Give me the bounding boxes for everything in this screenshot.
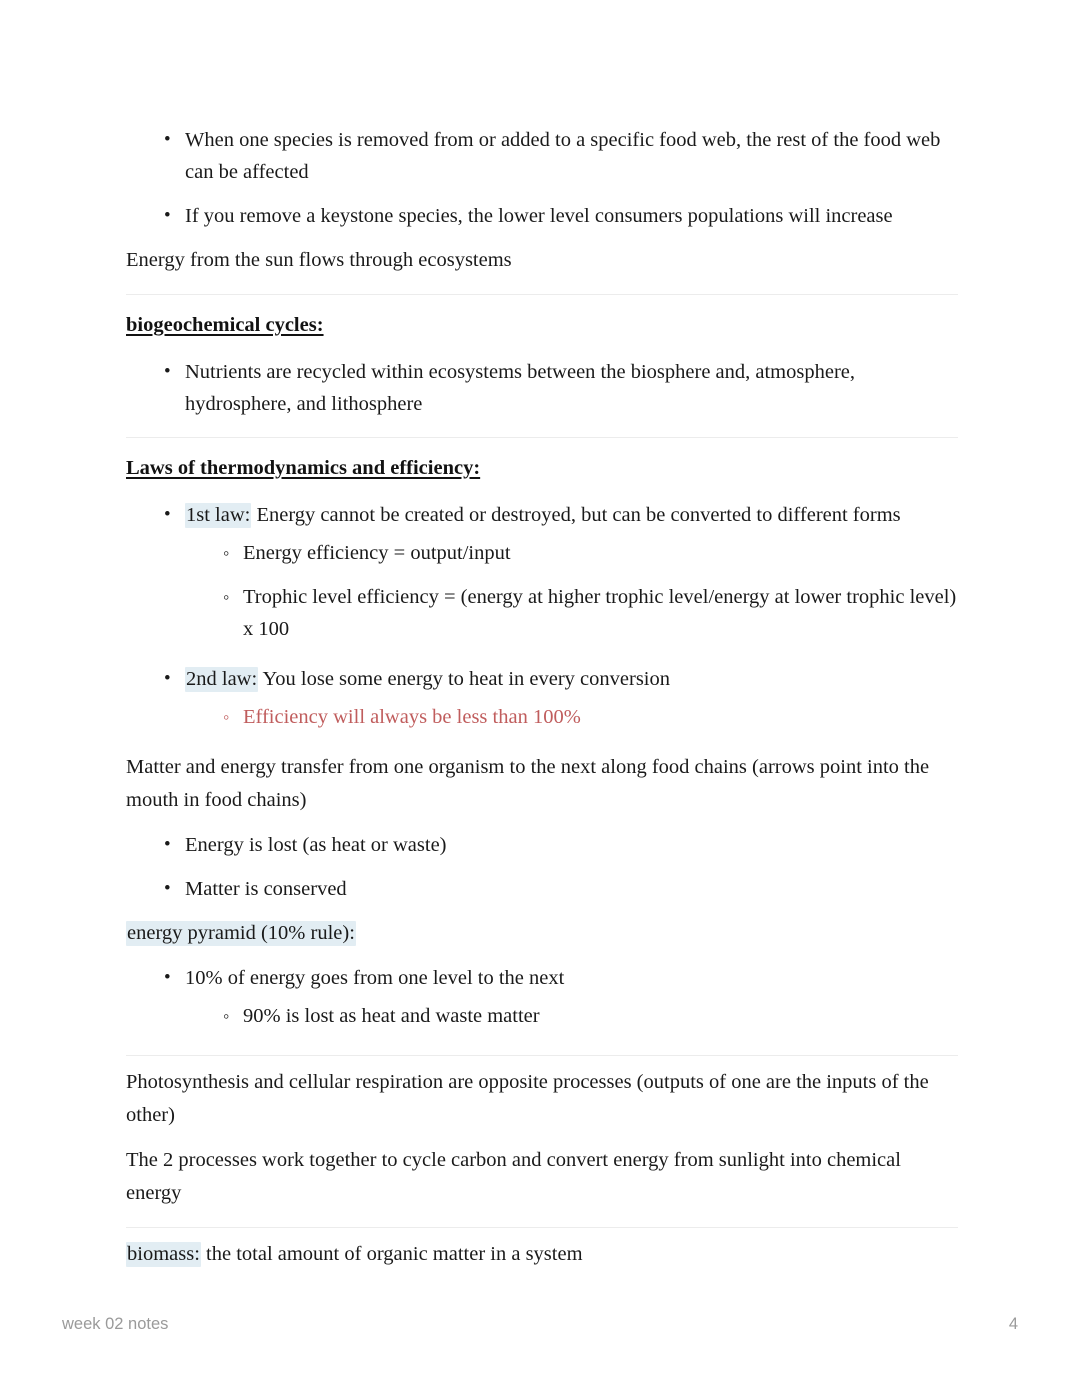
heading-biogeochemical-cycles	[126, 299, 960, 350]
bullet-list-energy-pyramid	[126, 956, 960, 1044]
sub-bullet-text-energy-efficiency: Energy efficiency = output/input	[243, 542, 511, 564]
definition-2nd-law: You lose some energy to heat in every conversion	[258, 668, 670, 690]
paragraph-biomass	[126, 1232, 960, 1277]
section-divider	[126, 1055, 958, 1056]
list-item	[165, 956, 960, 1044]
definition-1st-law: Energy cannot be created or destroyed, but can be converted to different forms	[251, 504, 901, 526]
section-divider	[126, 294, 958, 295]
paragraph-energy-from-sun: Energy from the sun flows through ecosystems	[126, 249, 512, 271]
bullet-text-energy-lost: Energy is lost (as heat or waste)	[185, 834, 447, 856]
highlighted-term-biomass: biomass:	[127, 1243, 200, 1265]
sub-bullet-text-ninety-percent: 90% is lost as heat and waste matter	[243, 1005, 540, 1027]
list-item	[223, 575, 960, 651]
section-divider	[126, 437, 958, 438]
bullet-text-removed-species: When one species is removed from or added to a specific food web, the rest of the food web can be affected	[185, 129, 941, 183]
definition-biomass: the total amount of organic matter in a system	[200, 1243, 583, 1265]
bullet-list-biogeochemical	[126, 350, 960, 426]
bullet-text-keystone-species: If you remove a keystone species, the lower level consumers populations will increase	[185, 205, 893, 227]
sub-bullet-text-trophic-efficiency: Trophic level efficiency = (energy at higher trophic level/energy at lower trophic level) x 100	[243, 586, 957, 640]
paragraph-matter-energy-transfer: Matter and energy transfer from one organism to the next along food chains (arrows point into the mouth in food chains)	[126, 756, 930, 811]
highlighted-term-energy-pyramid: energy pyramid (10% rule):	[127, 922, 355, 944]
list-item	[165, 493, 960, 657]
sub-bullet-list-efficiency	[185, 531, 960, 651]
section-divider	[126, 1227, 958, 1228]
highlighted-term-2nd-law: 2nd law:	[186, 668, 258, 690]
bullet-text-matter-conserved: Matter is conserved	[185, 878, 347, 900]
sub-bullet-list-2nd-law	[185, 695, 960, 739]
footer-page-number: 4	[1008, 1315, 1018, 1333]
bullet-text-nutrients-recycled: Nutrients are recycled within ecosystems between the biosphere and, atmosphere, hydrosphere, and lithosphere	[185, 361, 856, 415]
list-item	[223, 994, 960, 1038]
list-item	[165, 657, 960, 745]
sub-bullet-list-ninety-percent	[185, 994, 960, 1038]
list-item	[165, 350, 960, 426]
heading-label: Laws of thermodynamics and efficiency:	[126, 457, 481, 479]
list-item	[165, 867, 960, 911]
heading-laws-thermodynamics	[126, 442, 960, 493]
bullet-list-laws	[126, 493, 960, 745]
bullet-text-ten-percent: 10% of energy goes from one level to the next	[185, 967, 565, 989]
bullet-list-food-web	[126, 118, 960, 238]
list-item	[165, 118, 960, 194]
paragraph-energy-pyramid	[126, 911, 960, 956]
document-content	[126, 118, 960, 1277]
list-item	[165, 823, 960, 867]
heading-label: biogeochemical cycles:	[126, 314, 324, 336]
list-item	[165, 194, 960, 238]
page-footer	[62, 1315, 1018, 1334]
bullet-list-energy-matter	[126, 823, 960, 911]
paragraph-two-processes: The 2 processes work together to cycle carbon and convert energy from sunlight into chemical energy	[126, 1149, 901, 1204]
sub-bullet-text-efficiency-less-than-100: Efficiency will always be less than 100%	[243, 706, 581, 728]
list-item	[223, 531, 960, 575]
footer-document-title: week 02 notes	[62, 1315, 169, 1333]
highlighted-term-1st-law: 1st law:	[186, 504, 251, 526]
paragraph-photosynthesis: Photosynthesis and cellular respiration are opposite processes (outputs of one are the inputs of the other)	[126, 1071, 929, 1126]
list-item	[223, 695, 960, 739]
